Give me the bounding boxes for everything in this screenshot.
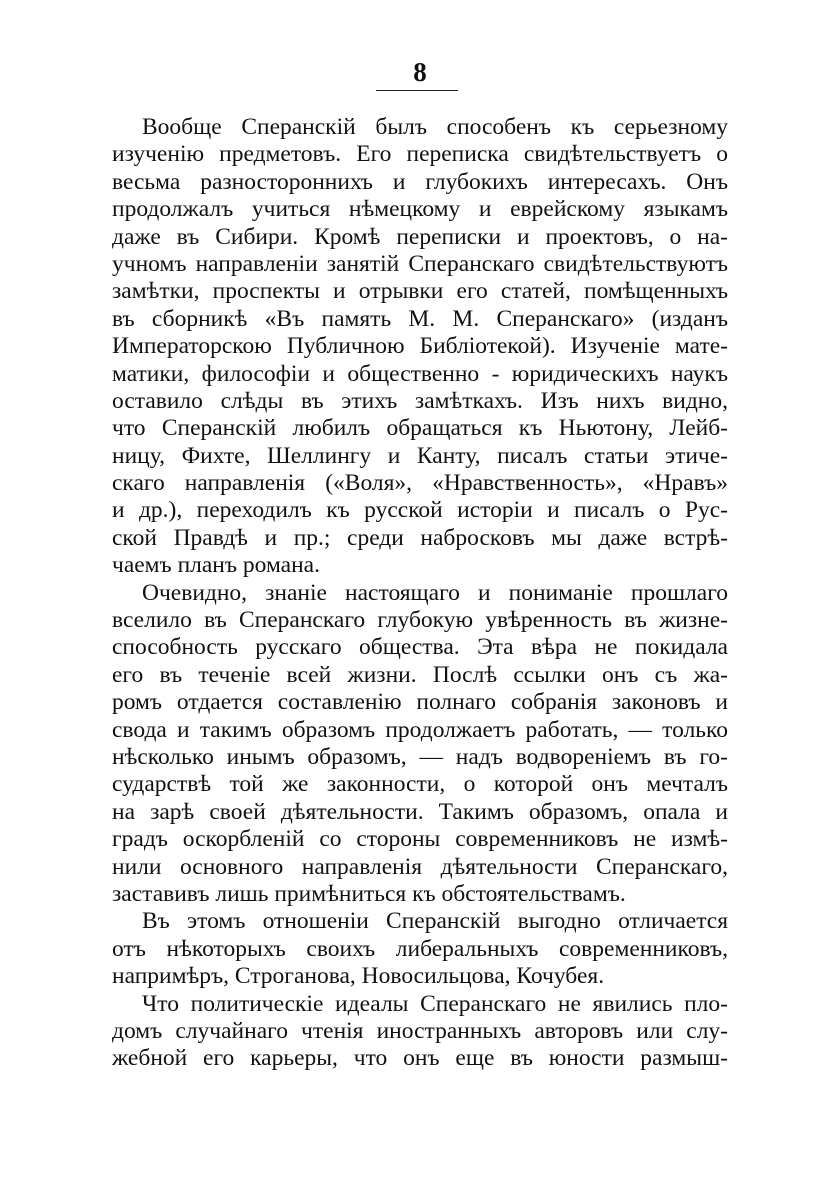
text-line: Вообще Сперанскій былъ способенъ къ серьезному [142, 114, 728, 140]
paragraph-2 [112, 580, 728, 909]
text-line: продолжалъ учиться нѣмецкому и еврейскому языкамъ [112, 196, 728, 223]
page-number: 8 [413, 57, 427, 87]
text-line: заставивъ лишь примѣниться къ обстоятельствамъ. [112, 880, 626, 907]
text-line: его въ теченіе всей жизни. Послѣ ссылки онъ съ жа- [112, 661, 728, 688]
text-line: свода и такимъ образомъ продолжаетъ работать, — только [112, 716, 728, 743]
text-line: ромъ отдается составленію полнаго собранія законовъ и [112, 689, 728, 716]
text-line: жебной его карьеры, что онъ еще въ юности размыш- [112, 1045, 728, 1072]
text-line: напримѣръ, Строганова, Новосильцова, Кочубея. [112, 963, 605, 990]
text-line: домъ случайнаго чтенія иностранныхъ авторовъ или слу- [112, 1017, 728, 1044]
text-line: нѣсколько инымъ образомъ, — надъ водвореніемъ въ го- [112, 743, 728, 770]
text-line: вселило въ Сперанскаго глубокую увѣренность въ жизне- [112, 607, 728, 634]
text-line: весьма разностороннихъ и глубокихъ интересахъ. Онъ [112, 168, 728, 195]
text-line: Что политическіе идеалы Сперанскаго не явились пло- [142, 990, 728, 1017]
text-line: скаго направленія («Воля», «Нравственность», «Нравъ» [112, 470, 728, 497]
paragraph-1 [112, 114, 728, 580]
text-line: Императорскою Публичною Библіотекой). Изученіе мате- [112, 333, 728, 360]
text-line: сударствѣ той же законности, о которой онъ мечталъ [112, 771, 728, 798]
text-line: ской Правдѣ и пр.; среди набросковъ мы даже встрѣ- [112, 524, 728, 551]
text-line: въ сборникѣ «Въ память М. М. Сперанскаго» (изданъ [112, 305, 728, 332]
text-line: учномъ направленіи занятій Сперанскаго свидѣтельствуютъ [112, 250, 728, 277]
text-line: Въ этомъ отношеніи Сперанскій выгодно отличается [142, 908, 728, 935]
text-line: ницу, Фихте, Шеллингу и Канту, писалъ статьи этиче- [112, 442, 728, 469]
text-line: градъ оскорбленій со стороны современниковъ не измѣ- [112, 826, 728, 853]
page-number-rule [376, 90, 458, 91]
text-line: оставило слѣды въ этихъ замѣткахъ. Изъ нихъ видно, [112, 387, 728, 414]
text-line: отъ нѣкоторыхъ своихъ либеральныхъ современниковъ, [112, 935, 728, 962]
paragraph-3 [112, 908, 728, 990]
text-line: Очевидно, знаніе настоящаго и пониманіе прошлаго [142, 579, 728, 606]
text-line: нили основного направленія дѣятельности Сперанскаго, [112, 853, 728, 880]
body-text [112, 114, 728, 1073]
text-line: изученію предметовъ. Его переписка свидѣтельствуетъ о [112, 141, 728, 168]
text-line: даже въ Сибири. Кромѣ переписки и проектовъ, о на- [112, 223, 728, 250]
paragraph-4 [112, 991, 728, 1073]
text-line: чаемъ планъ романа. [112, 552, 320, 579]
text-line: и др.), переходилъ къ русской исторіи и писалъ о Рус- [112, 497, 728, 524]
text-line: матики, философіи и общественно - юридическихъ наукъ [112, 360, 728, 387]
text-line: на зарѣ своей дѣятельности. Такимъ образомъ, опала и [112, 798, 728, 825]
text-line: что Сперанскій любилъ обращаться къ Ньютону, Лейб- [112, 415, 728, 442]
text-line: способность русскаго общества. Эта вѣра не покидала [112, 634, 728, 661]
text-line: замѣтки, проспекты и отрывки его статей, помѣщенныхъ [112, 278, 728, 305]
